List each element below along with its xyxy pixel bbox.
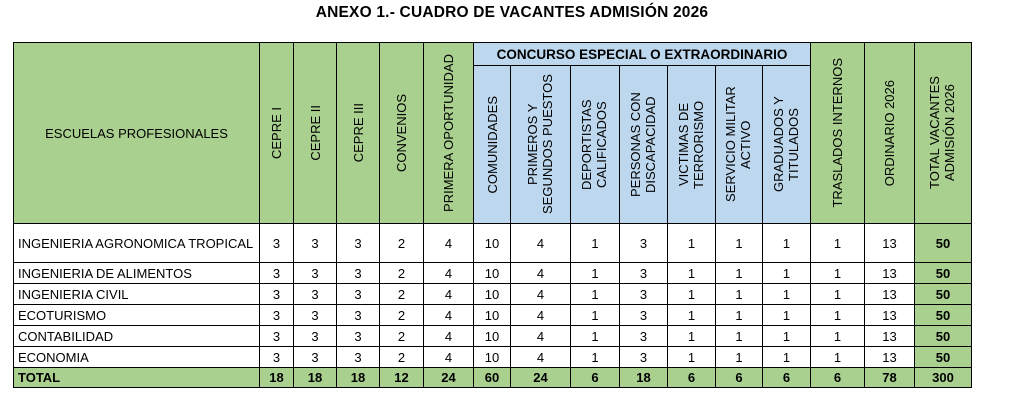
value-cell: 4 (424, 263, 474, 284)
value-cell: 10 (474, 305, 511, 326)
value-cell: 3 (260, 305, 294, 326)
value-cell: 3 (620, 326, 668, 347)
value-cell: 13 (865, 263, 915, 284)
value-cell: 3 (294, 263, 337, 284)
value-cell: 1 (716, 326, 763, 347)
school-name: INGENIERIA AGRONOMICA TROPICAL (14, 224, 260, 263)
total-cell: 60 (474, 368, 511, 388)
value-cell: 13 (865, 347, 915, 368)
header-primeros-puestos: PRIMEROS Y SEGUNDOS PUESTOS (511, 66, 571, 224)
value-cell: 3 (294, 347, 337, 368)
value-cell: 1 (716, 347, 763, 368)
value-cell: 3 (294, 305, 337, 326)
value-cell: 1 (668, 305, 716, 326)
value-cell: 3 (620, 224, 668, 263)
value-cell: 3 (337, 263, 380, 284)
value-cell: 3 (260, 284, 294, 305)
header-deportistas: DEPORTISTAS CALIFICADOS (571, 66, 620, 224)
value-cell: 4 (424, 326, 474, 347)
row-total-cell: 50 (915, 326, 972, 347)
value-cell: 13 (865, 224, 915, 263)
value-cell: 3 (620, 263, 668, 284)
value-cell: 1 (668, 224, 716, 263)
value-cell: 1 (668, 326, 716, 347)
header-convenios: CONVENIOS (380, 43, 424, 224)
value-cell: 1 (763, 284, 811, 305)
totals-label: TOTAL (14, 368, 260, 388)
value-cell: 1 (763, 326, 811, 347)
total-cell: 6 (571, 368, 620, 388)
total-cell: 78 (865, 368, 915, 388)
school-name: INGENIERIA CIVIL (14, 284, 260, 305)
value-cell: 2 (380, 284, 424, 305)
value-cell: 4 (424, 305, 474, 326)
value-cell: 3 (337, 305, 380, 326)
value-cell: 4 (511, 347, 571, 368)
value-cell: 1 (571, 224, 620, 263)
school-name: ECONOMIA (14, 347, 260, 368)
table-row (14, 224, 972, 263)
header-discapacidad: PERSONAS CON DISCAPACIDAD (620, 66, 668, 224)
value-cell: 1 (716, 224, 763, 263)
totals-row (14, 368, 972, 388)
header-cepre-2: CEPRE II (294, 43, 337, 224)
value-cell: 2 (380, 224, 424, 263)
value-cell: 13 (865, 305, 915, 326)
value-cell: 4 (511, 263, 571, 284)
table-row (14, 284, 972, 305)
header-cepre-1: CEPRE I (260, 43, 294, 224)
school-name: CONTABILIDAD (14, 326, 260, 347)
table-row (14, 263, 972, 284)
total-cell: 6 (668, 368, 716, 388)
value-cell: 1 (571, 263, 620, 284)
value-cell: 13 (865, 284, 915, 305)
total-cell: 6 (763, 368, 811, 388)
header-traslados: TRASLADOS INTERNOS (811, 43, 865, 224)
row-total-cell: 50 (915, 284, 972, 305)
total-cell: 24 (511, 368, 571, 388)
row-total-cell: 50 (915, 305, 972, 326)
total-cell: 18 (620, 368, 668, 388)
value-cell: 3 (260, 326, 294, 347)
header-servicio-militar: SERVICIO MILITAR ACTIVO (716, 66, 763, 224)
value-cell: 2 (380, 305, 424, 326)
row-total-cell: 50 (915, 347, 972, 368)
value-cell: 3 (260, 263, 294, 284)
value-cell: 2 (380, 263, 424, 284)
value-cell: 1 (571, 347, 620, 368)
header-schools: ESCUELAS PROFESIONALES (14, 43, 260, 224)
value-cell: 4 (511, 326, 571, 347)
value-cell: 2 (380, 347, 424, 368)
total-cell: 18 (337, 368, 380, 388)
value-cell: 1 (668, 263, 716, 284)
value-cell: 10 (474, 263, 511, 284)
header-cepre-3: CEPRE III (337, 43, 380, 224)
value-cell: 3 (294, 224, 337, 263)
total-cell: 6 (716, 368, 763, 388)
value-cell: 1 (811, 305, 865, 326)
value-cell: 1 (811, 347, 865, 368)
value-cell: 3 (620, 305, 668, 326)
value-cell: 1 (763, 224, 811, 263)
value-cell: 1 (716, 284, 763, 305)
vacancies-table (13, 42, 972, 388)
total-cell: 6 (811, 368, 865, 388)
value-cell: 2 (380, 326, 424, 347)
value-cell: 1 (668, 284, 716, 305)
value-cell: 10 (474, 284, 511, 305)
total-cell: 18 (260, 368, 294, 388)
value-cell: 1 (571, 326, 620, 347)
table-row (14, 326, 972, 347)
value-cell: 3 (620, 347, 668, 368)
value-cell: 1 (716, 305, 763, 326)
value-cell: 10 (474, 347, 511, 368)
value-cell: 4 (511, 224, 571, 263)
header-special-group: CONCURSO ESPECIAL O EXTRAORDINARIO (474, 43, 811, 66)
value-cell: 1 (763, 263, 811, 284)
school-name: INGENIERIA DE ALIMENTOS (14, 263, 260, 284)
total-cell: 12 (380, 368, 424, 388)
value-cell: 10 (474, 326, 511, 347)
header-ordinario: ORDINARIO 2026 (865, 43, 915, 224)
school-name: ECOTURISMO (14, 305, 260, 326)
value-cell: 3 (260, 347, 294, 368)
value-cell: 1 (811, 326, 865, 347)
value-cell: 1 (811, 224, 865, 263)
value-cell: 1 (571, 284, 620, 305)
value-cell: 1 (763, 347, 811, 368)
total-cell: 24 (424, 368, 474, 388)
header-primera-oportunidad: PRIMERA OPORTUNIDAD (424, 43, 474, 224)
value-cell: 4 (424, 224, 474, 263)
value-cell: 3 (337, 224, 380, 263)
total-cell: 18 (294, 368, 337, 388)
value-cell: 1 (811, 263, 865, 284)
row-total-cell: 50 (915, 263, 972, 284)
value-cell: 4 (511, 284, 571, 305)
value-cell: 3 (294, 284, 337, 305)
value-cell: 3 (337, 326, 380, 347)
value-cell: 1 (716, 263, 763, 284)
header-graduados: GRADUADOS Y TITULADOS (763, 66, 811, 224)
header-victimas: VICTIMAS DE TERRORISMO (668, 66, 716, 224)
header-total: TOTAL VACANTES ADMISIÓN 2026 (915, 43, 972, 224)
value-cell: 3 (260, 224, 294, 263)
total-cell: 300 (915, 368, 972, 388)
value-cell: 1 (763, 305, 811, 326)
row-total-cell: 50 (915, 224, 972, 263)
value-cell: 1 (811, 284, 865, 305)
value-cell: 4 (424, 347, 474, 368)
value-cell: 4 (424, 284, 474, 305)
value-cell: 10 (474, 224, 511, 263)
table-row (14, 305, 972, 326)
value-cell: 4 (511, 305, 571, 326)
value-cell: 3 (337, 347, 380, 368)
page-title: ANEXO 1.- CUADRO DE VACANTES ADMISIÓN 2026 (315, 4, 709, 21)
value-cell: 1 (571, 305, 620, 326)
value-cell: 3 (337, 284, 380, 305)
value-cell: 3 (294, 326, 337, 347)
header-comunidades: COMUNIDADES (474, 66, 511, 224)
value-cell: 1 (668, 347, 716, 368)
value-cell: 13 (865, 326, 915, 347)
table-row (14, 347, 972, 368)
value-cell: 3 (620, 284, 668, 305)
